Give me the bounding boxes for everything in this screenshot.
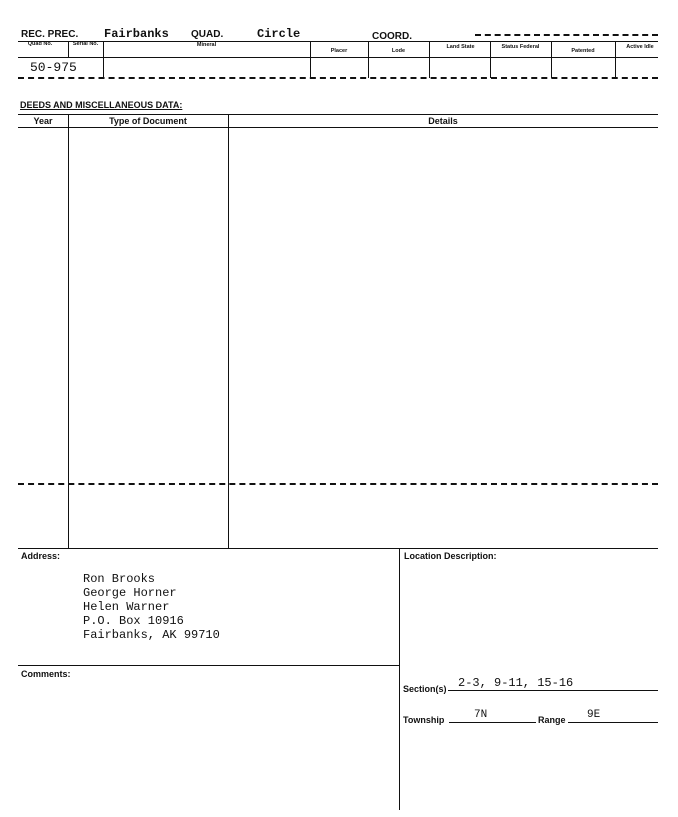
col-type-of-document: Type of Document — [109, 116, 187, 126]
section-value: 2-3, 9-11, 15-16 — [458, 676, 574, 690]
col-status-federal: Status Federal — [501, 44, 540, 50]
col-mineral: Mineral — [196, 42, 217, 48]
col-serial-no: Serial No. — [72, 41, 99, 47]
col-divider-status — [551, 41, 552, 78]
deeds-heading: DEEDS AND MISCELLANEOUS DATA: — [20, 100, 183, 110]
col-patented: Patented — [571, 48, 595, 54]
deeds-dashed-rule — [18, 483, 658, 485]
coord-label: COORD. — [372, 31, 412, 42]
col-year: Year — [33, 116, 53, 126]
address-line: George Horner — [83, 586, 177, 600]
township-value: 7N — [474, 709, 488, 721]
col-lode: Lode — [391, 48, 406, 54]
rec-prec-label: REC. PREC. — [21, 29, 79, 40]
col-divider-mineral — [310, 41, 311, 78]
header-mid-rule — [18, 57, 658, 58]
address-label: Address: — [21, 551, 61, 561]
col-placer: Placer — [330, 48, 348, 54]
township-label: Township — [403, 715, 445, 725]
header-bottom-dashed-rule — [18, 77, 658, 79]
range-value: 9E — [587, 709, 601, 721]
col-land-state: Land State — [446, 44, 475, 50]
address-line: Ron Brooks — [83, 572, 156, 586]
col-details: Details — [428, 116, 458, 126]
quad-no-value: 50-975 — [30, 60, 77, 75]
range-underline — [568, 722, 658, 723]
col-quad-no: Quad No. — [27, 41, 53, 47]
comments-label: Comments: — [21, 669, 71, 679]
address-line: Helen Warner — [83, 600, 170, 614]
section-label: Section(s) — [403, 684, 447, 694]
col-active-idle: Active Idle — [626, 44, 654, 50]
col-divider-placer — [368, 41, 369, 78]
address-line: P.O. Box 10916 — [83, 614, 184, 628]
col-divider-lode — [429, 41, 430, 78]
location-divider — [399, 548, 400, 810]
deeds-header-rule — [18, 127, 658, 128]
deeds-top-rule — [18, 114, 658, 115]
section-underline — [448, 690, 658, 691]
col-divider-land — [490, 41, 491, 78]
header-top-rule — [18, 41, 658, 42]
quad-value: Circle — [257, 27, 301, 41]
address-line: Fairbanks, AK 99710 — [83, 628, 220, 642]
location-label: Location Description: — [404, 551, 497, 561]
comments-top-rule — [18, 665, 399, 666]
rec-prec-value: Fairbanks — [104, 27, 169, 41]
coord-dashed-line — [475, 34, 658, 36]
quad-label: QUAD. — [191, 29, 224, 40]
col-divider-patented — [615, 41, 616, 78]
deeds-bottom-rule — [18, 548, 658, 549]
address-block — [83, 572, 220, 642]
range-label: Range — [538, 715, 566, 725]
township-underline — [449, 722, 536, 723]
